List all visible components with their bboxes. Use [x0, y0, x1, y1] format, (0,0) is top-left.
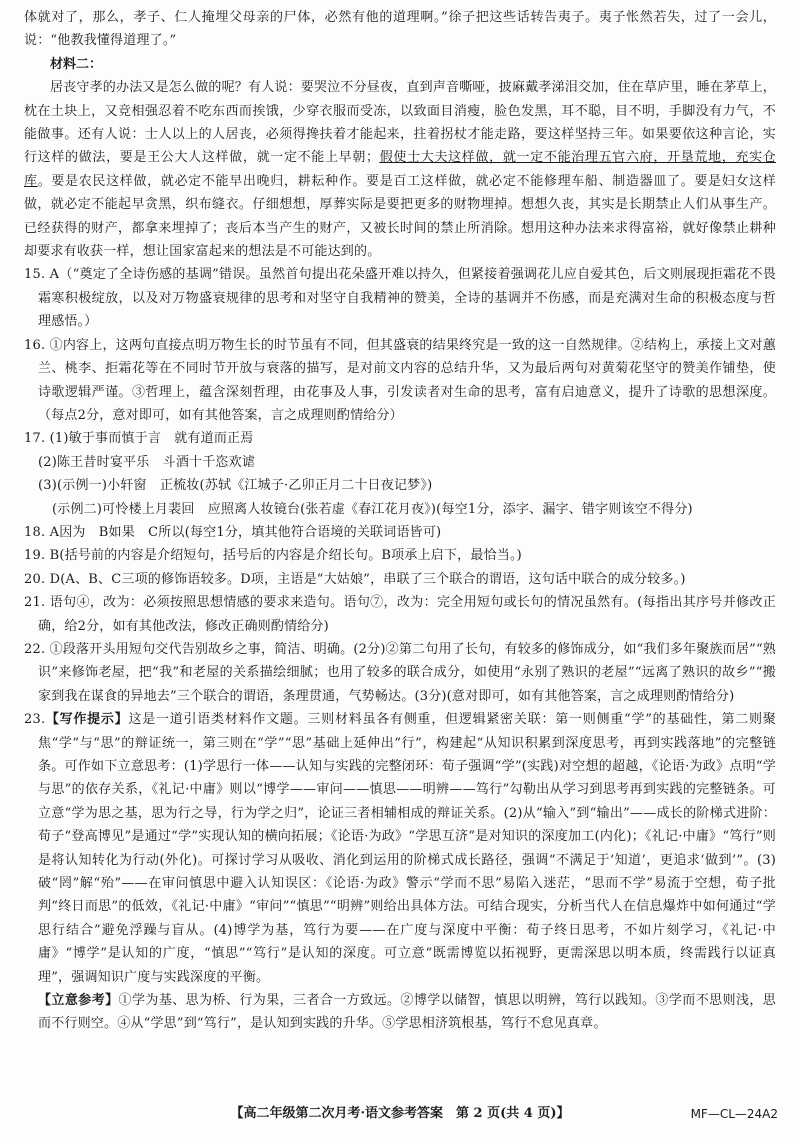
answer-22: 22. ①段落开头用短句交代告别故乡之事，简洁、明确。(2分)②第二句用了长句，有较多的修饰成分，如“我们多年聚族而居”“熟识”来修饰老屋，把“我”和老屋的关系描绘细腻；也用了较多的联合成分，如使用“永别了熟识的老屋”“远离了熟识的故乡”“搬家到我在谋食的异地去”三个联合的谓语，条理贯通，气势畅达。(3分)(意对即可，如有其他答案，言之成理则酌情给分) — [24, 641, 776, 704]
answer-23-reference — [24, 989, 776, 1036]
reference-ideas-body: ①学为基、思为桥、行为果，三者合一方致远。②博学以储智，慎思以明辨，笃行以践知。③学而不思则浅，思而不行则空。④从“学思”到“笃行”，是认知到实践的升华。⑤学思相济筑根基，笃行不怠见真章。 — [38, 993, 777, 1032]
answer-17-line-4: (示例二)可怜楼上月裴回 应照离人妆镜台(张若虚《春江花月夜》)(每空1分，添字、漏字、错字则该空不得分) — [52, 501, 693, 517]
carryover-paragraph: 体就对了，那么，孝子、仁人掩埋父母亲的尸体，必然有他的道理啊。”徐子把这些话转告夷子。夷子怅然若失，过了一会儿，说：“他教我懂得道理了。” — [24, 10, 776, 49]
footer-title: 【高二年级第二次月考·语文参考答案 第 2 页(共 4 页)】 — [230, 1106, 570, 1121]
answer-16: 16. ①内容上，这两句直接点明万物生长的时节虽有不同，但其盛衰的结果终究是一致的这一自然规律。②结构上，承接上文对蕙兰、桃李、拒霜花等在不同时节开放与衰落的描写，是对前文内容的总结升华，又为最后两句对黄菊花坚守的赞美作铺垫，使诗歌逻辑严谨。③哲理上，蕴含深刻哲理，由花事及人事，引发读者对生命的思考，富有启迪意义，提升了诗歌的思想深度。（每点2分，意对即可，如有其他答案，言之成理则酌情给分） — [24, 337, 776, 423]
material-two-text-after: 。要是农民这样做，就必定不能早出晚归，耕耘种作。要是百工这样做，就必定不能修理车船、制造器皿了。要是妇女这样做，就必定不能起早贪黑，织布缝衣。仔细想想，厚葬实际是要把更多的财物埋掉。想想久丧，其实是长期禁止人们从事生产。已经获得的财产，都拿来埋掉了；丧后本当产生的财产，又被长时间的禁止所消除。想用这种办法来求得富裕，就好像禁止耕种却要求有收获一样，想让国家富起来的想法是不可能达到的。 — [24, 173, 776, 260]
answer-17-line-3: (3)(示例一)小轩窗 正梳妆(苏轼《江城子·乙卯正月二十日夜记梦》) — [38, 478, 433, 494]
answer-15: 15. A（“奠定了全诗伤感的基调”错误。虽然首句提出花朵盛开难以持久，但紧接着强调花儿应自爱其色，后文则展现拒霜花不畏霜寒积极绽放，以及对万物盛衰规律的思考和对坚守自我精神的赞美，全诗的基调并不伤感，而是充满对生命的积极态度与哲理感悟。） — [24, 267, 776, 330]
reference-ideas-tag: 【立意参考】 — [38, 993, 119, 1009]
answer-17-line-1: 17. (1)敏于事而慎于言 就有道而正焉 — [24, 431, 254, 447]
answer-23 — [24, 708, 776, 989]
material-two-text-before: 居丧守孝的办法又是怎么做的呢？有人说：要哭泣不分昼夜，直到声音嘶哑，披麻戴孝涕泪交加，住在草庐里，睡在茅草上，枕在土块上，又竞相强忍着不吃东西而挨饿，少穿衣服而受冻，以致面目消瘦，脸色发黑，耳不聪，目不明，手脚没有力气，不能做事。还有人说：士人以上的人居丧，必须得搀扶着才能起来，拄着拐杖才能走路，要这样坚持三年。如果要依这种言论，实行这样的做法，要是王公大人这样做，就一定不能上早朝； — [24, 80, 777, 166]
material-two-paragraph — [24, 76, 776, 263]
answer-23-number: 23. — [24, 712, 46, 728]
material-two-heading: 材料二： — [50, 56, 103, 72]
material-two-underlined-text: 假使士大夫这样做，就一定不能治理五官六府，开垦荒地，充实仓库 — [24, 150, 776, 189]
answer-20: 20. D(A、B、C三项的修饰语较多。D项，主语是“大姑娘”，串联了三个联合的谓语，这句话中联合的成分较多。) — [24, 571, 686, 587]
writing-tips-body: 这是一道引语类材料作文题。三则材料虽各有侧重，但逻辑紧密关联：第一则侧重“学”的基础性，第二则聚焦“学”与“思”的辩证统一，第三则在“学”“思”基础上延伸出“行”，构建起“从知识积累到深度思考，再到实践落地”的完整链条。可作如下立意思考：(1)学思行一体——认知与实践的完整闭环：荀子强调“学”(实践)对空想的超越，《论语·为政》点明“学与思”的依存关系，《礼记·中庸》则以“博学——审问——慎思——明辨——笃行”勾勒出从学习到思考再到实践的完整链条。可立意“学为思之基，思为行之导，行为学之归”，论证三者相辅相成的辩证关系。(2)从“输入”到“输出”——成长的阶梯式进阶：荀子“登高博见”是通过“学”实现认知的横向拓展；《论语·为政》“学思互济”是对知识的深度加工(内化)；《礼记·中庸》“笃行”则是将认知转化为行动(外化)。可探讨学习从吸收、消化到运用的阶梯式成长路径，强调“不满足于‘知道’，更追求‘做到’”。(3)破“罔”解“殆”——在审问慎思中避入认知误区：《论语·为政》警示“学而不思”易陷入迷茫，“思而不学”易流于空想，荀子批判“终日而思”的低效，《礼记·中庸》“审问”“慎思”“明辨”则给出具体方法。可结合现实，分析当代人在信息爆炸中如何通过“学思行结合”避免浮躁与盲从。(4)博学为基，笃行为要——在广度与深度中平衡：荀子终日思考，不如片刻学习，《礼记·中庸》“博学”是认知的广度，“慎思”“笃行”是认知的深度。可立意“既需博览以拓视野，更需深思以明本质，终需践行以证真理”，强调知识广度与实践深度的平衡。 — [38, 712, 776, 985]
answer-18: 18. A因为 B如果 C所以(每空1分，填其他符合语境的关联词语皆可) — [24, 524, 442, 540]
answer-17-line-2: (2)陈王昔时宴平乐 斗酒十千恣欢谑 — [38, 454, 256, 470]
answer-19: 19. B(括号前的内容是介绍短句，括号后的内容是介绍长句。B项承上启下，最恰当。) — [24, 548, 522, 564]
answer-21: 21. 语句④，改为：必须按照思想情感的要求来造句。语句⑦，改为：完全用短句或长句的情况虽然有。(每指出其序号并修改正确，给2分，如有其他改法，修改正确则酌情给分) — [24, 595, 776, 634]
footer-code: MF—CL—24A2 — [690, 1107, 778, 1121]
writing-tips-tag: 【写作提示】 — [45, 712, 129, 728]
